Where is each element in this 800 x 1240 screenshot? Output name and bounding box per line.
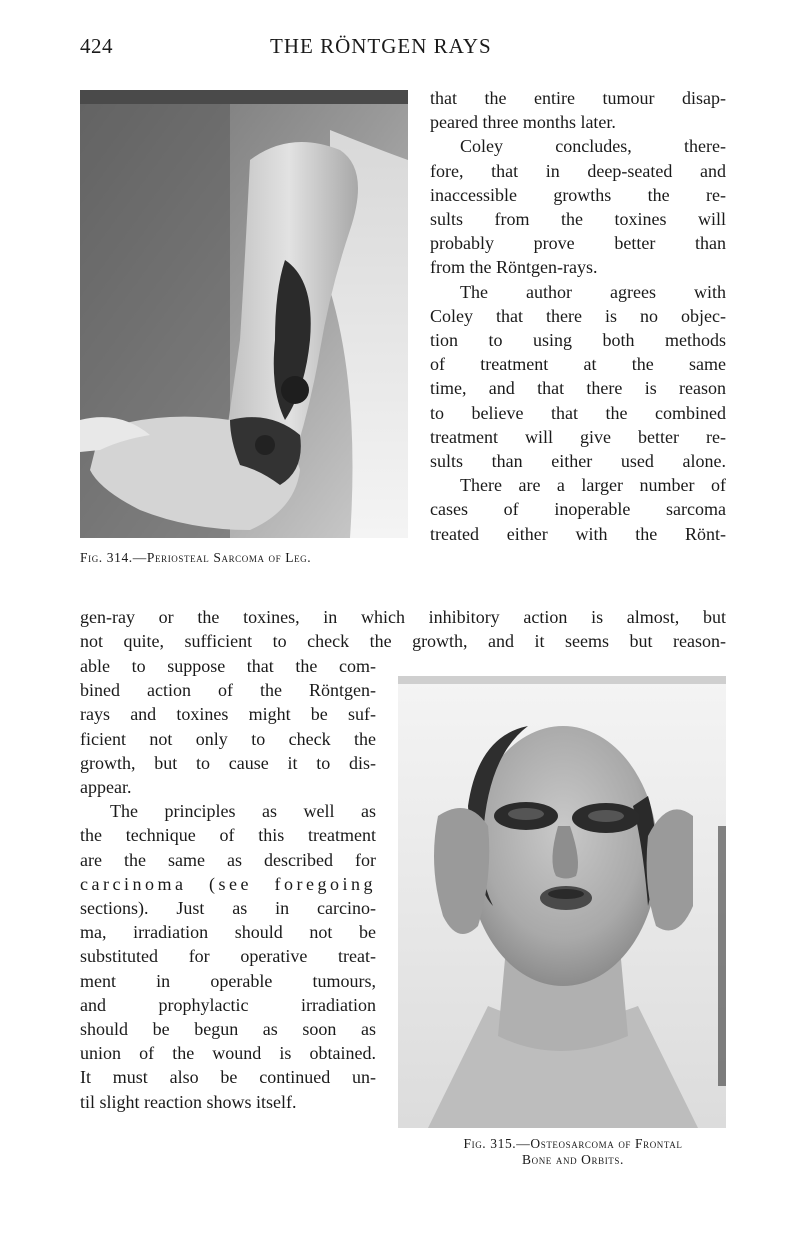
figure-314-photo bbox=[80, 90, 408, 538]
text-line: able to suppose that the com- bbox=[80, 656, 376, 676]
text-line: ma, irradiation should not be bbox=[80, 922, 376, 943]
figure-315-photo bbox=[398, 676, 726, 1128]
right-column-text bbox=[430, 86, 726, 546]
text-line: appear. bbox=[80, 777, 132, 798]
text-line: ficient not only to check the bbox=[80, 728, 376, 749]
text-line: bined action of the Röntgen- bbox=[80, 680, 376, 701]
caption-line: Fig. 315.—Osteosarcoma of Frontal bbox=[463, 1136, 683, 1151]
text-line: There are a larger number of bbox=[460, 475, 726, 496]
text-line: and prophylactic irradiation bbox=[80, 994, 376, 1015]
text-line: probably prove better than bbox=[430, 233, 726, 254]
text-line: should be begun as soon as bbox=[80, 1019, 376, 1040]
text-line: time, and that there is reason bbox=[430, 378, 726, 399]
text-line: gen-ray or the toxines, in which inhibitory action is almost, but bbox=[80, 607, 726, 627]
text-line: It must also be continued un- bbox=[80, 1067, 376, 1088]
figure-314-caption: Fig. 314.—Periosteal Sarcoma of Leg. bbox=[80, 550, 312, 565]
text-line: peared three months later. bbox=[430, 112, 616, 133]
text-line: the technique of this treatment bbox=[80, 825, 376, 846]
text-line: carcinoma (see foregoing bbox=[80, 873, 376, 894]
text-line: fore, that in deep-seated and bbox=[430, 160, 726, 181]
text-line: that the entire tumour disap- bbox=[430, 88, 726, 108]
text-line: ment in operable tumours, bbox=[80, 970, 376, 991]
left-column-text bbox=[80, 654, 376, 1114]
text-line: of treatment at the same bbox=[430, 354, 726, 375]
text-line: The principles as well as bbox=[110, 801, 376, 822]
text-line: substituted for operative treat- bbox=[80, 946, 376, 967]
text-line: sults from the toxines will bbox=[430, 209, 726, 230]
page-number: 424 bbox=[80, 34, 113, 58]
leg-photo-illustration bbox=[80, 90, 408, 538]
text-line: rays and toxines might be suf- bbox=[80, 704, 376, 725]
text-line: union of the wound is obtained. bbox=[80, 1043, 376, 1064]
text-line: til slight reaction shows itself. bbox=[80, 1091, 297, 1112]
text-line: treated either with the Rönt- bbox=[430, 523, 726, 544]
text-line: not quite, sufficient to check the growth, and it seems but reason- bbox=[80, 631, 726, 652]
text-line: Coley concludes, there- bbox=[460, 136, 726, 157]
figure-315-caption bbox=[398, 1136, 748, 1168]
caption-line: Bone and Orbits. bbox=[522, 1152, 624, 1167]
full-width-text bbox=[80, 605, 726, 653]
running-title: THE RÖNTGEN RAYS bbox=[270, 34, 492, 58]
text-line: are the same as described for bbox=[80, 849, 376, 870]
face-photo-illustration bbox=[398, 676, 726, 1128]
text-line: inaccessible growths the re- bbox=[430, 184, 726, 205]
text-line: sections). Just as in carcino- bbox=[80, 898, 376, 919]
text-line: cases of inoperable sarcoma bbox=[430, 499, 726, 520]
text-line: growth, but to cause it to dis- bbox=[80, 752, 376, 773]
text-line: The author agrees with bbox=[460, 281, 726, 302]
text-line: tion to using both methods bbox=[430, 330, 726, 351]
text-line: from the Röntgen-rays. bbox=[430, 257, 598, 278]
text-line: treatment will give better re- bbox=[430, 426, 726, 447]
text-line: sults than either used alone. bbox=[430, 451, 726, 472]
text-line: Coley that there is no objec- bbox=[430, 305, 726, 326]
page-header bbox=[0, 34, 800, 64]
text-line: to believe that the combined bbox=[430, 402, 726, 423]
